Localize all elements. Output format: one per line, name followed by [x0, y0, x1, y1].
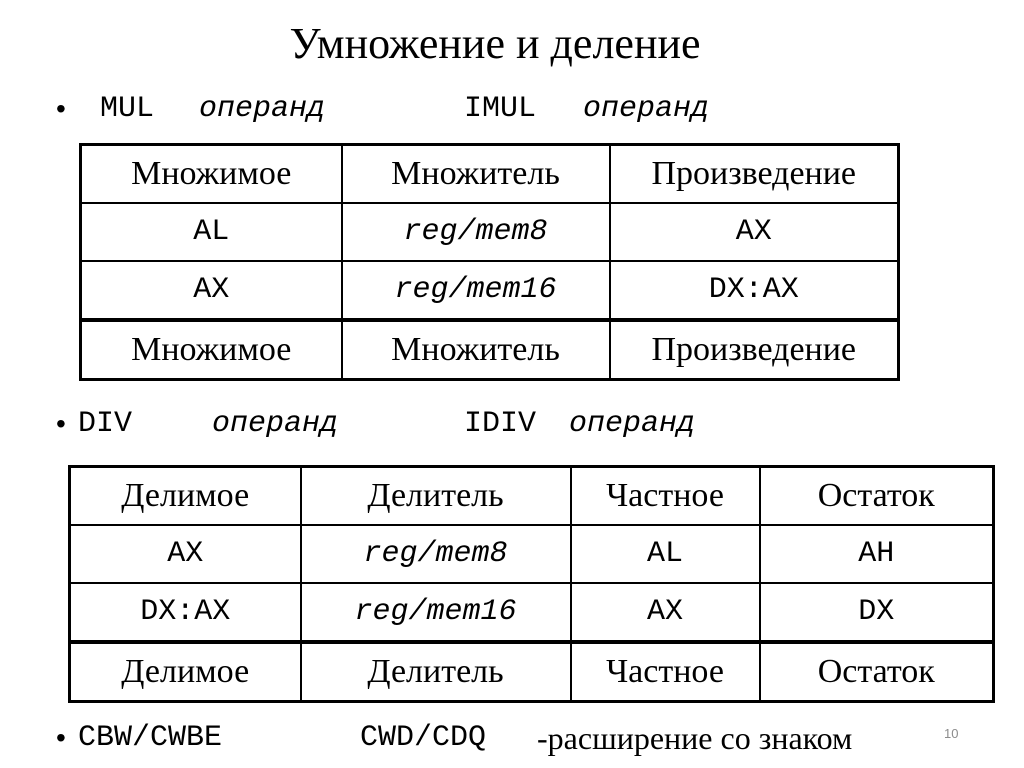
- div-instruction: DIV: [78, 407, 133, 441]
- table-cell: reg/mem16: [342, 261, 610, 320]
- mul-operand: операнд: [199, 92, 326, 126]
- sign-extension-description: -расширение со знаком: [537, 720, 853, 756]
- table-cell: AX: [70, 525, 301, 583]
- table-row: [81, 261, 899, 320]
- div-table: [68, 465, 995, 703]
- table-cell: AX: [81, 261, 342, 320]
- table-row: [70, 583, 994, 642]
- table-cell: AH: [760, 525, 994, 583]
- imul-instruction: IMUL: [464, 92, 537, 126]
- mul-bullet-line: [56, 89, 776, 129]
- cbw-instruction: CBW/CWBE: [78, 721, 223, 755]
- div-footer-remainder: Остаток: [760, 642, 994, 702]
- table-cell: DX:AX: [610, 261, 899, 320]
- mul-footer-product: Произведение: [610, 320, 899, 380]
- bullet-icon: •: [56, 93, 66, 124]
- idiv-instruction: IDIV: [464, 407, 537, 441]
- table-cell: reg/mem16: [301, 583, 571, 642]
- div-footer-divisor: Делитель: [301, 642, 571, 702]
- mul-table-footer-row: [81, 320, 899, 380]
- div-footer-dividend: Делимое: [70, 642, 301, 702]
- mul-table: [79, 143, 900, 381]
- idiv-operand: операнд: [569, 407, 696, 441]
- mul-footer-multiplicand: Множимое: [81, 320, 342, 380]
- table-cell: AL: [571, 525, 760, 583]
- mul-footer-multiplier: Множитель: [342, 320, 610, 380]
- div-table-header-row: [70, 467, 994, 526]
- imul-operand: операнд: [583, 92, 710, 126]
- table-row: [70, 525, 994, 583]
- mul-header-multiplier: Множитель: [342, 145, 610, 204]
- mul-instruction: MUL: [100, 92, 155, 126]
- div-header-divisor: Делитель: [301, 467, 571, 526]
- page-number: 10: [944, 726, 959, 741]
- table-cell: AX: [571, 583, 760, 642]
- div-header-remainder: Остаток: [760, 467, 994, 526]
- mul-table-header-row: [81, 145, 899, 204]
- slide-title: Умножение и деление: [289, 19, 701, 68]
- div-table-footer-row: [70, 642, 994, 702]
- table-cell: AL: [81, 203, 342, 261]
- bullet-icon: •: [56, 408, 66, 439]
- cwd-instruction: CWD/CDQ: [360, 721, 487, 755]
- table-cell: reg/mem8: [301, 525, 571, 583]
- div-header-dividend: Делимое: [70, 467, 301, 526]
- table-cell: DX:AX: [70, 583, 301, 642]
- table-cell: AX: [610, 203, 899, 261]
- table-cell: reg/mem8: [342, 203, 610, 261]
- table-cell: DX: [760, 583, 994, 642]
- mul-header-multiplicand: Множимое: [81, 145, 342, 204]
- bullet-icon: •: [56, 722, 66, 753]
- ext-bullet-line: [56, 718, 946, 758]
- mul-header-product: Произведение: [610, 145, 899, 204]
- div-bullet-line: [56, 404, 756, 444]
- div-footer-quotient: Частное: [571, 642, 760, 702]
- div-operand: операнд: [212, 407, 339, 441]
- table-row: [81, 203, 899, 261]
- div-header-quotient: Частное: [571, 467, 760, 526]
